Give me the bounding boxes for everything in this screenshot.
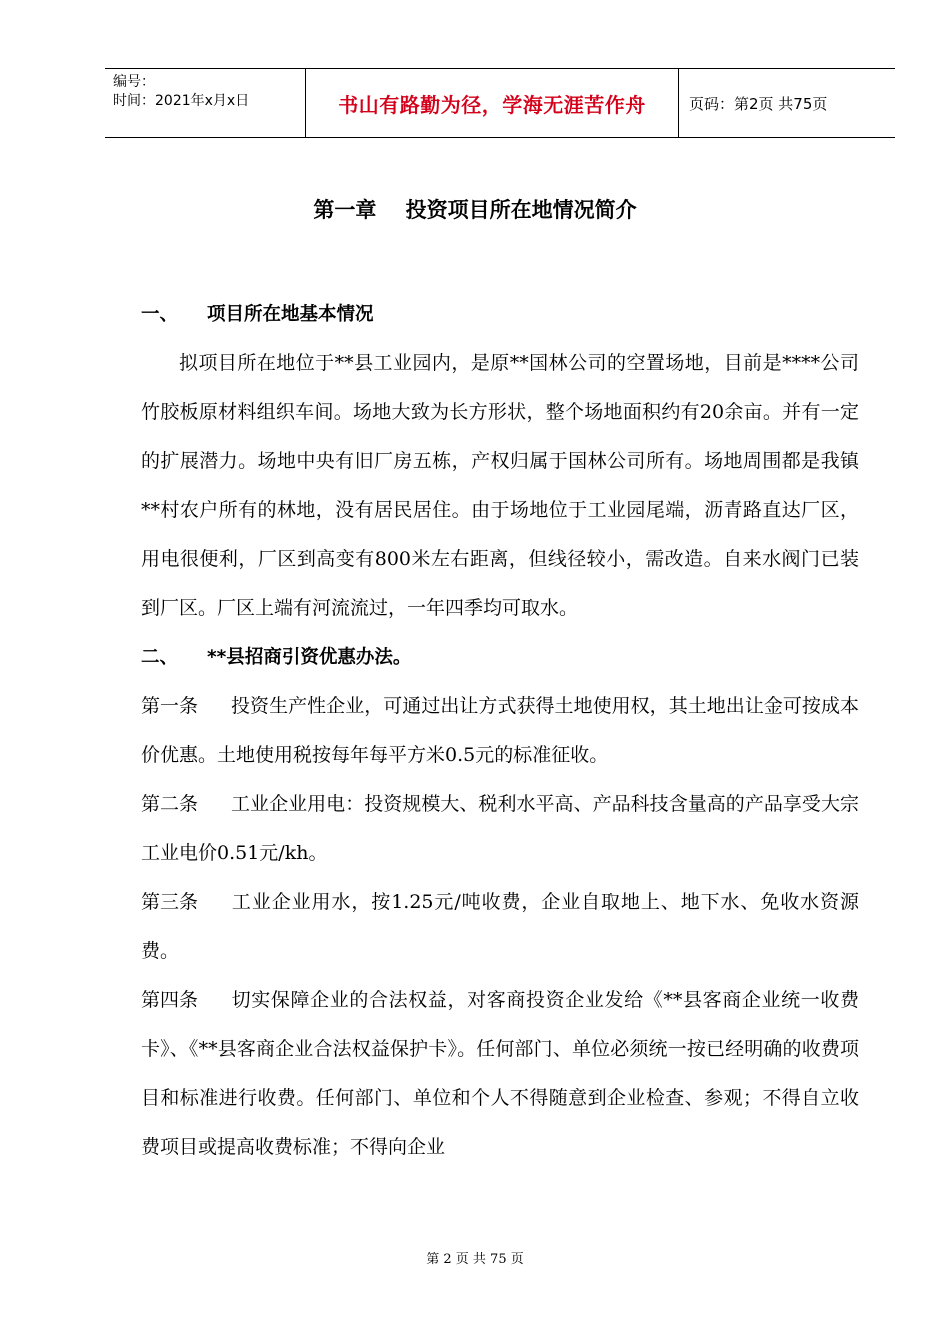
section-heading-2 [141,633,859,682]
header-meta [105,69,306,137]
article-label: 第三条 [141,891,199,913]
section-number: 二、 [141,647,179,668]
page-header [105,68,895,138]
article-label: 第二条 [141,793,199,815]
chapter-title: 第一章 投资项目所在地情况简介 [313,198,637,222]
page-footer: 第 2 页 共 75 页 [426,1252,524,1267]
article-text: 工业企业用水，按1.25元/吨收费，企业自取地上、地下水、免收水资源费。 [141,891,859,962]
section-heading-1 [141,290,859,339]
article-label: 第一条 [141,695,199,717]
document-body [141,290,859,1172]
code-label: 编号： [113,74,155,90]
section-title: 项目所在地基本情况 [207,304,374,325]
section-title: **县招商引资优惠办法。 [207,647,412,668]
header-motto: 书山有路勤为径，学海无涯苦作舟 [306,69,679,137]
article-text: 投资生产性企业，可通过出让方式获得土地使用权，其土地出让金可按成本价优惠。土地使用税按每年每平方米0.5元的标准征收。 [141,695,859,766]
article-text: 切实保障企业的合法权益，对客商投资企业发给《**县客商企业统一收费卡》、《**县客商企业合法权益保护卡》。任何部门、单位必须统一按已经明确的收费项目和标准进行收费。任何部门、单位和个人不得随意到企业检查、参观；不得自立收费项目或提高收费标准；不得向企业 [141,989,859,1158]
header-page-info: 页码：第2页 共75页 [689,94,828,113]
article-text: 工业企业用电：投资规模大、税利水平高、产品科技含量高的产品享受大宗工业电价0.51元/kh。 [141,793,859,864]
article-1 [141,682,859,780]
section-number: 一、 [141,304,179,325]
paragraph: 拟项目所在地位于**县工业园内，是原**国林公司的空置场地，目前是****公司竹胶板原材料组织车间。场地大致为长方形状，整个场地面积约有20余亩。并有一定的扩展潜力。场地中央有旧厂房五栋，产权归属于国林公司所有。场地周围都是我镇**村农户所有的林地，没有居民居住。由于场地位于工业园尾端，沥青路直达厂区，用电很便利，厂区到高变有800米左右距离，但线径较小，需改造。自来水阀门已装到厂区。厂区上端有河流流过，一年四季均可取水。 [141,352,859,619]
date-label: 时间：2021年x月x日 [113,93,250,109]
article-label: 第四条 [141,989,199,1011]
article-3 [141,878,859,976]
article-2 [141,780,859,878]
article-4 [141,976,859,1172]
